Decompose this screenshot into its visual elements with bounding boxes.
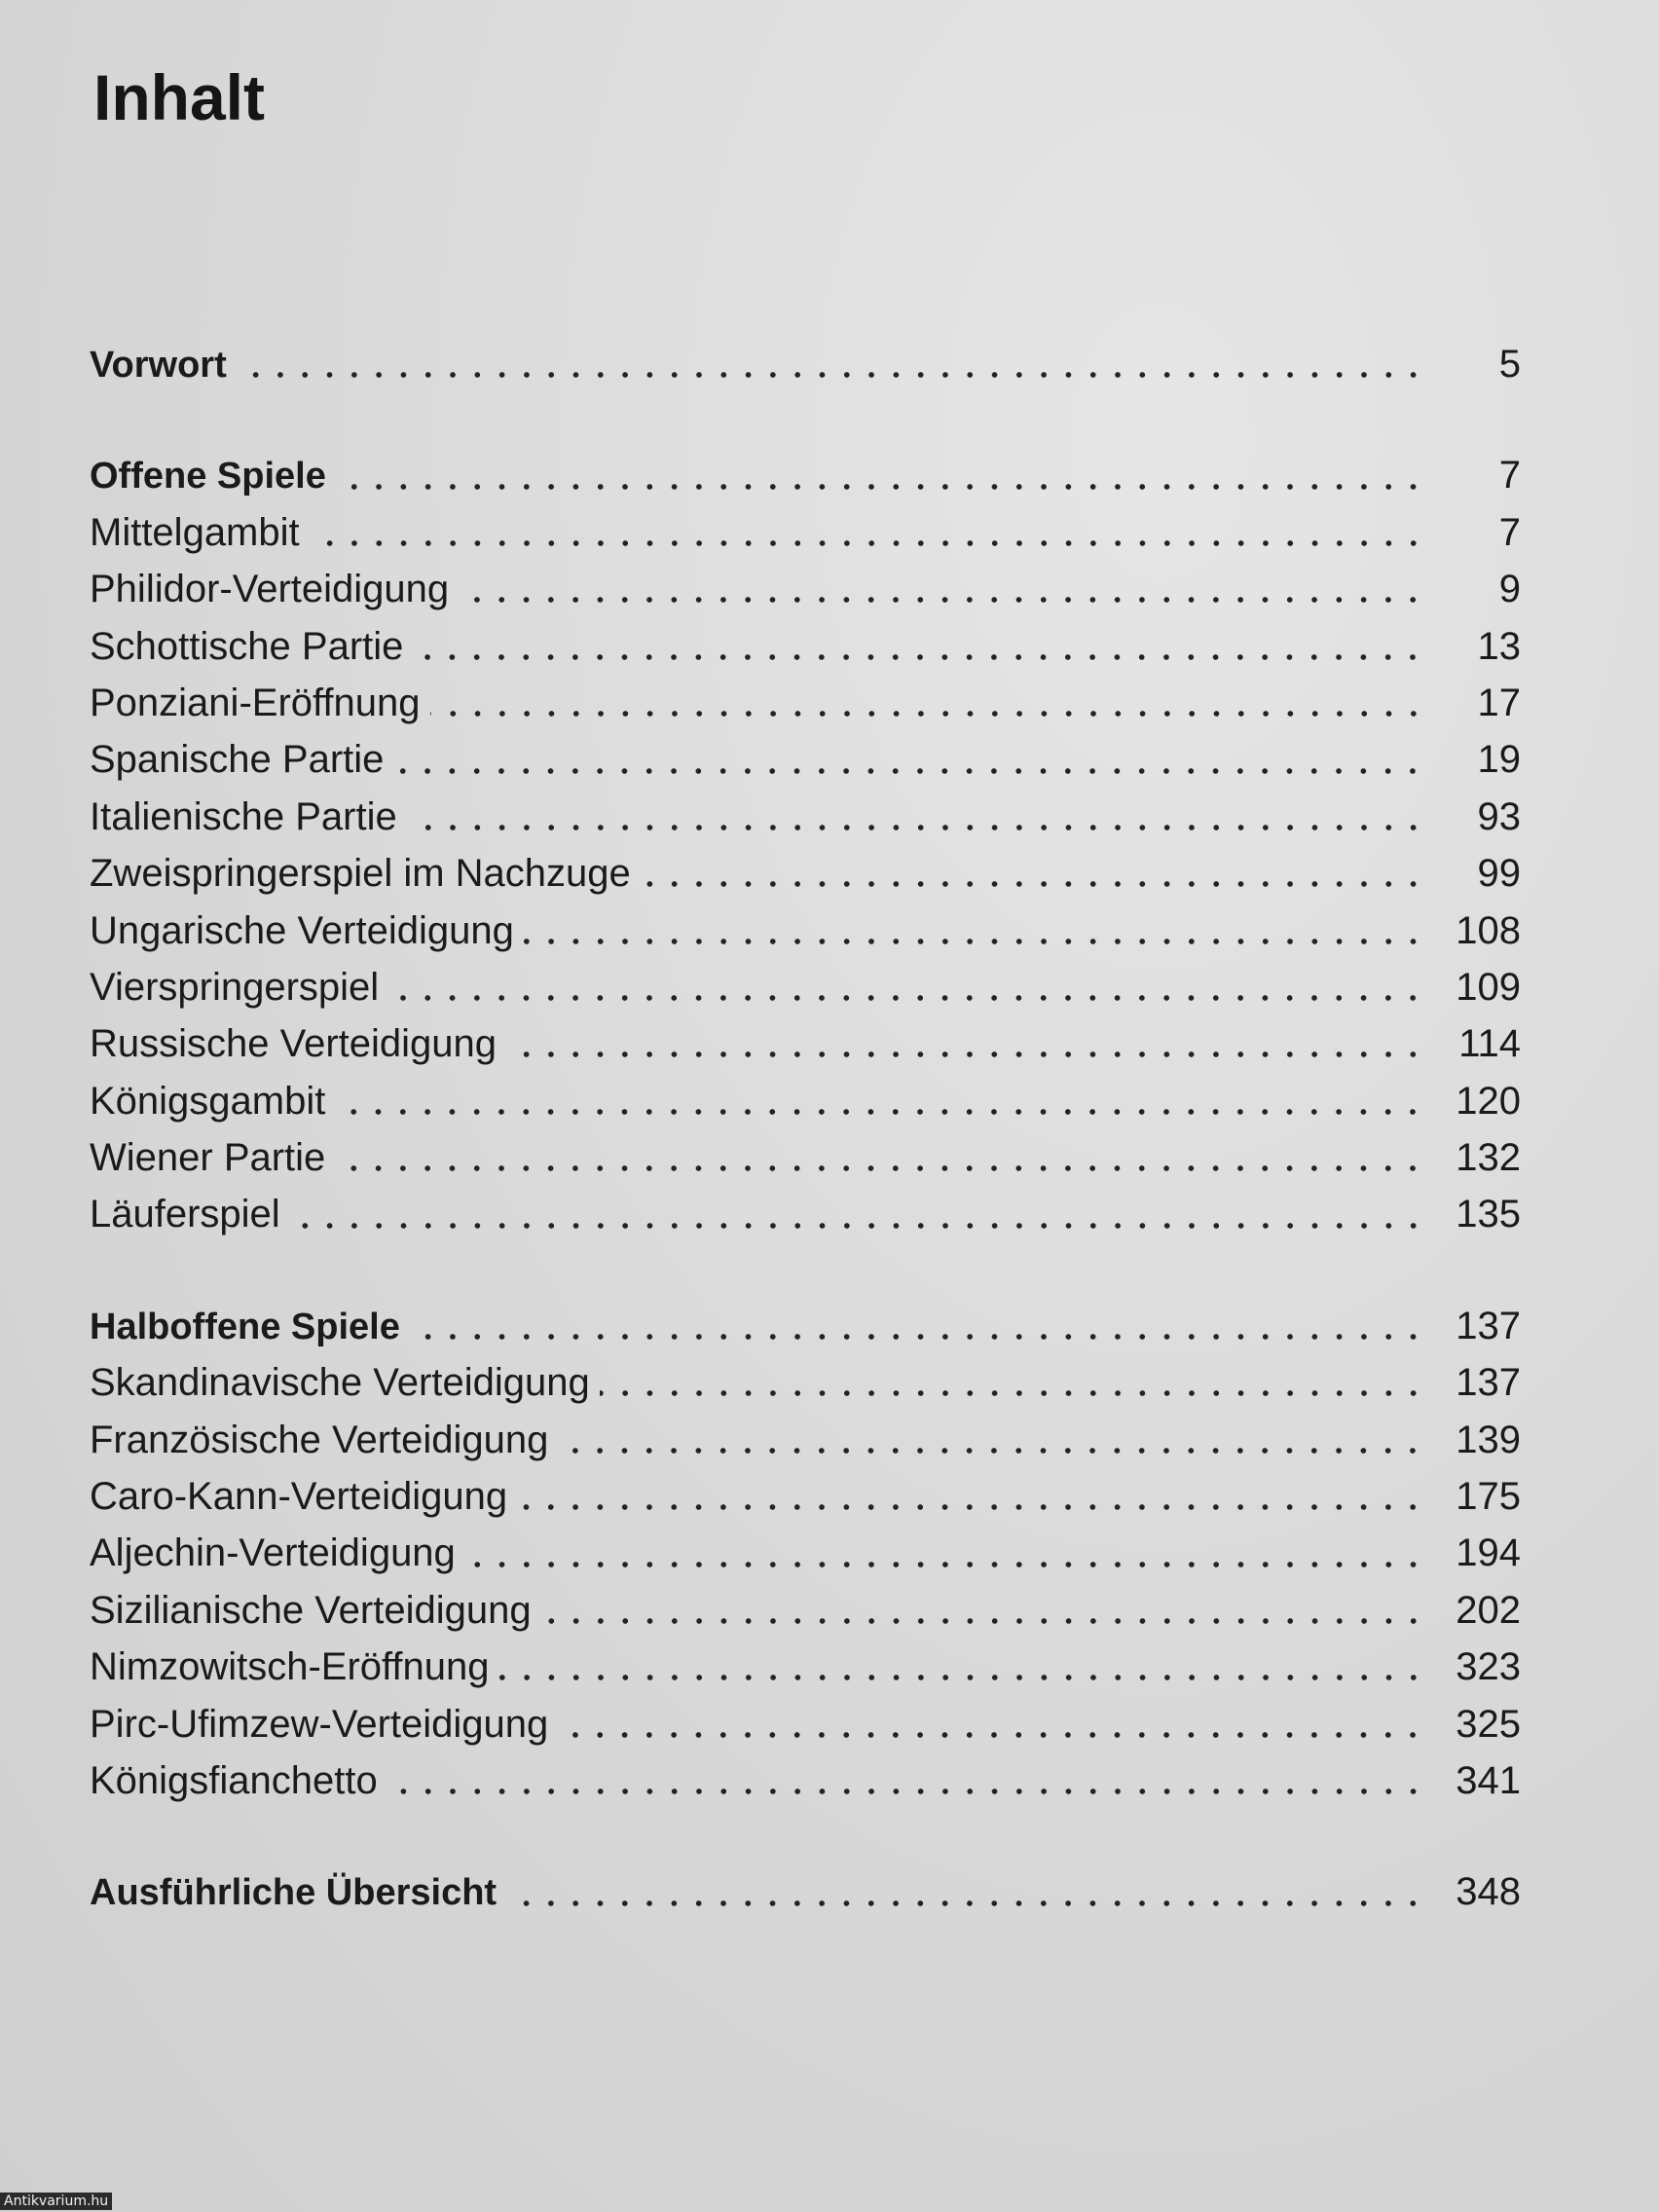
toc-entry: [90, 845, 1521, 902]
toc-entry-page-number: 19: [1477, 738, 1521, 782]
toc-entry-label: Skandinavische Verteidigung: [90, 1361, 590, 1405]
toc-entry-page-number: 325: [1456, 1702, 1521, 1746]
toc-entry-label: Königsfianchetto: [90, 1758, 378, 1802]
toc-entry-page-number: 9: [1498, 568, 1521, 611]
toc-entry-page-number: 120: [1456, 1079, 1521, 1123]
toc-entry: [90, 1468, 1521, 1525]
dot-leader: [335, 1163, 1425, 1173]
toc-entry-page-number: 194: [1456, 1531, 1521, 1575]
toc-entry: [90, 1354, 1521, 1411]
toc-entry-label: Russische Verteidigung: [90, 1022, 498, 1066]
dot-leader: [430, 709, 1426, 719]
dot-leader: [541, 1616, 1425, 1626]
toc-entry: [90, 336, 1521, 392]
dot-leader: [407, 823, 1425, 832]
toc-entry-page-number: 108: [1456, 908, 1521, 952]
toc-entry: [90, 1696, 1521, 1752]
dot-leader: [336, 482, 1425, 492]
toc-entry-label: Wiener Partie: [90, 1136, 326, 1180]
toc-entry: [90, 959, 1521, 1015]
toc-entry: [90, 618, 1521, 675]
toc-entry-label: Ponziani-Eröffnung: [90, 681, 421, 724]
toc-entry: [90, 1129, 1521, 1186]
toc-entry: [90, 1298, 1521, 1354]
toc-entry-label: Ungarische Verteidigung: [90, 908, 514, 952]
toc-entry: [90, 675, 1521, 731]
dot-leader: [517, 1502, 1425, 1512]
toc-entry-page-number: 323: [1456, 1645, 1521, 1689]
toc-entry-page-number: 137: [1456, 1361, 1521, 1405]
toc-entry-label: Halboffene Spiele: [90, 1306, 400, 1347]
toc-entry-page-number: 109: [1456, 965, 1521, 1009]
toc-entry-label: Italienische Partie: [90, 794, 397, 838]
dot-leader: [558, 1730, 1425, 1740]
toc-entry-label: Läuferspiel: [90, 1193, 280, 1236]
dot-leader: [499, 1673, 1425, 1682]
toc-entry-page-number: 135: [1456, 1193, 1521, 1236]
toc-entry-label: Mittelgambit: [90, 510, 300, 554]
toc-entry-label: Vierspringerspiel: [90, 965, 380, 1009]
toc-entry-page-number: 114: [1458, 1022, 1521, 1066]
toc-entry: [90, 1412, 1521, 1468]
toc-entry-label: Philidor-Verteidigung: [90, 568, 450, 611]
dot-leader: [413, 652, 1425, 662]
dot-leader: [393, 766, 1425, 776]
dot-leader: [388, 993, 1425, 1003]
toc-entry: [90, 731, 1521, 788]
dot-leader: [335, 1107, 1425, 1117]
toc-entry: [90, 1582, 1521, 1639]
toc-entry: [90, 1073, 1521, 1129]
toc-entry-label: Sizilianische Verteidigung: [90, 1588, 532, 1632]
toc-entry-label: Offene Spiele: [90, 456, 326, 498]
toc-entry-page-number: 137: [1456, 1304, 1521, 1347]
toc-entry-page-number: 13: [1477, 624, 1521, 668]
dot-leader: [387, 1787, 1425, 1796]
toc-entry-label: Spanische Partie: [90, 738, 385, 782]
dot-leader: [237, 370, 1425, 380]
dot-leader: [506, 1050, 1425, 1059]
toc-entry-label: Schottische Partie: [90, 624, 404, 668]
dot-leader: [465, 1560, 1425, 1569]
toc-entry-page-number: 348: [1456, 1870, 1521, 1914]
toc-entry-page-number: 175: [1456, 1475, 1521, 1519]
toc-entry-label: Französische Verteidigung: [90, 1418, 549, 1461]
dot-leader: [290, 1221, 1425, 1231]
toc-entry-label: Königsgambit: [90, 1079, 326, 1123]
toc-entry-label: Pirc-Ufimzew-Verteidigung: [90, 1702, 549, 1746]
toc-entry-label: Vorwort: [90, 345, 227, 386]
toc-entry: [90, 447, 1521, 503]
toc-entry-page-number: 93: [1477, 794, 1521, 838]
dot-leader: [524, 937, 1425, 946]
dot-leader: [641, 879, 1425, 889]
toc-entry-page-number: 7: [1498, 510, 1521, 554]
toc-entry-page-number: 132: [1456, 1136, 1521, 1180]
dot-leader: [310, 538, 1425, 548]
toc-entry-page-number: 7: [1498, 454, 1521, 498]
toc-entry: [90, 1186, 1521, 1242]
toc-entry: [90, 1015, 1521, 1072]
toc-entry: [90, 1639, 1521, 1695]
dot-leader: [558, 1446, 1425, 1456]
toc-entry-label: Ausführliche Übersicht: [90, 1872, 498, 1914]
toc-entry-page-number: 17: [1477, 681, 1521, 724]
toc-entry: [90, 1752, 1521, 1809]
table-of-contents: [90, 336, 1521, 1921]
toc-entry-label: Aljechin-Verteidigung: [90, 1531, 456, 1575]
toc-entry-label: Zweispringerspiel im Nachzuge: [90, 852, 631, 896]
toc-entry-page-number: 341: [1456, 1758, 1521, 1802]
toc-entry: [90, 504, 1521, 561]
watermark: Antikvarium.hu: [0, 2193, 112, 2210]
dot-leader: [600, 1388, 1425, 1398]
toc-entry: [90, 1525, 1521, 1581]
toc-entry: [90, 789, 1521, 845]
toc-entry: [90, 903, 1521, 959]
toc-entry-page-number: 139: [1456, 1418, 1521, 1461]
toc-entry-page-number: 5: [1498, 343, 1521, 386]
toc-entry-page-number: 202: [1456, 1588, 1521, 1632]
toc-entry: [90, 561, 1521, 617]
toc-entry-label: Caro-Kann-Verteidigung: [90, 1475, 508, 1519]
toc-entry: [90, 1863, 1521, 1920]
page-title: Inhalt: [93, 61, 265, 133]
toc-entry-label: Nimzowitsch-Eröffnung: [90, 1645, 490, 1689]
dot-leader: [410, 1332, 1425, 1342]
dot-leader: [506, 1899, 1425, 1908]
toc-entry-page-number: 99: [1477, 852, 1521, 896]
dot-leader: [459, 595, 1425, 605]
